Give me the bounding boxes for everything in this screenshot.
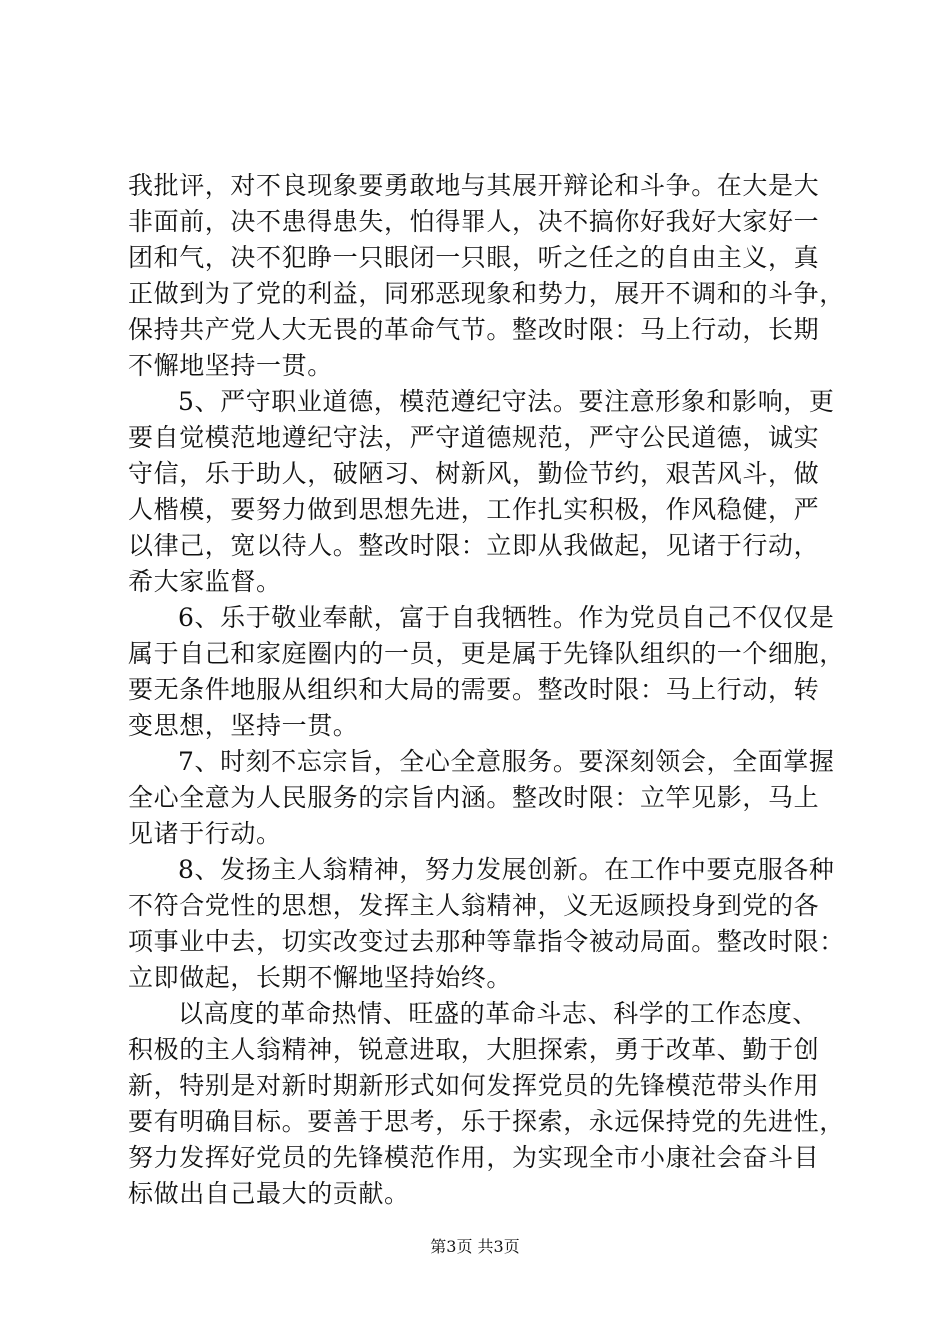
text-line: 不符合党性的思想，发挥主人翁精神，义无返顾投身到党的各 — [128, 891, 820, 920]
text-line: 以高度的革命热情、旺盛的革命斗志、科学的工作态度、 — [178, 999, 819, 1028]
text-line: 人楷模，要努力做到思想先进，工作扎实积极，作风稳健，严 — [128, 495, 820, 524]
text-line: 以律己，宽以待人。整改时限：立即从我做起，见诸于行动， — [128, 531, 820, 560]
text-line: 要无条件地服从组织和大局的需要。整改时限：马上行动，转 — [128, 675, 820, 704]
text-line: 项事业中去，切实改变过去那种等靠指令被动局面。整改时限： — [128, 927, 845, 956]
text-line: 非面前，决不患得患失，怕得罪人，决不搞你好我好大家好一 — [128, 207, 820, 236]
text-line: 全心全意为人民服务的宗旨内涵。整改时限：立竿见影，马上 — [128, 783, 820, 812]
text-line: 新，特别是对新时期新形式如何发挥党员的先锋模范带头作用 — [128, 1071, 820, 1100]
text-line: 要有明确目标。要善于思考，乐于探索，永远保持党的先进性， — [128, 1107, 845, 1136]
document-body — [128, 168, 845, 1212]
text-line: 7、时刻不忘宗旨，全心全意服务。要深刻领会，全面掌握 — [178, 747, 835, 776]
text-line: 要自觉模范地遵纪守法，严守道德规范，严守公民道德，诚实 — [128, 423, 820, 452]
text-line: 希大家监督。 — [128, 567, 282, 596]
text-line: 保持共产党人大无畏的革命气节。整改时限：马上行动，长期 — [128, 315, 820, 344]
page-number: 第3页 共3页 — [430, 1237, 520, 1256]
text-line: 标做出自己最大的贡献。 — [128, 1179, 410, 1208]
text-line: 团和气，决不犯睁一只眼闭一只眼，听之任之的自由主义，真 — [128, 243, 820, 272]
text-line: 变思想，坚持一贯。 — [128, 711, 359, 740]
text-line: 积极的主人翁精神，锐意进取，大胆探索，勇于改革、勤于创 — [128, 1035, 820, 1064]
text-line: 8、发扬主人翁精神，努力发展创新。在工作中要克服各种 — [178, 855, 835, 884]
text-line: 6、乐于敬业奉献，富于自我牺牲。作为党员自己不仅仅是 — [178, 603, 835, 632]
text-line: 我批评，对不良现象要勇敢地与其展开辩论和斗争。在大是大 — [128, 171, 820, 200]
text-line: 见诸于行动。 — [128, 819, 282, 848]
text-line: 属于自己和家庭圈内的一员，更是属于先锋队组织的一个细胞， — [128, 639, 845, 668]
text-line: 努力发挥好党员的先锋模范作用，为实现全市小康社会奋斗目 — [128, 1143, 820, 1172]
text-line: 正做到为了党的利益，同邪恶现象和势力，展开不调和的斗争， — [128, 279, 845, 308]
text-line: 守信，乐于助人，破陋习、树新风，勤俭节约，艰苦风斗，做 — [128, 459, 820, 488]
text-line: 5、严守职业道德，模范遵纪守法。要注意形象和影响，更 — [178, 387, 835, 416]
text-line: 立即做起，长期不懈地坚持始终。 — [128, 963, 513, 992]
text-line: 不懈地坚持一贯。 — [128, 351, 333, 380]
